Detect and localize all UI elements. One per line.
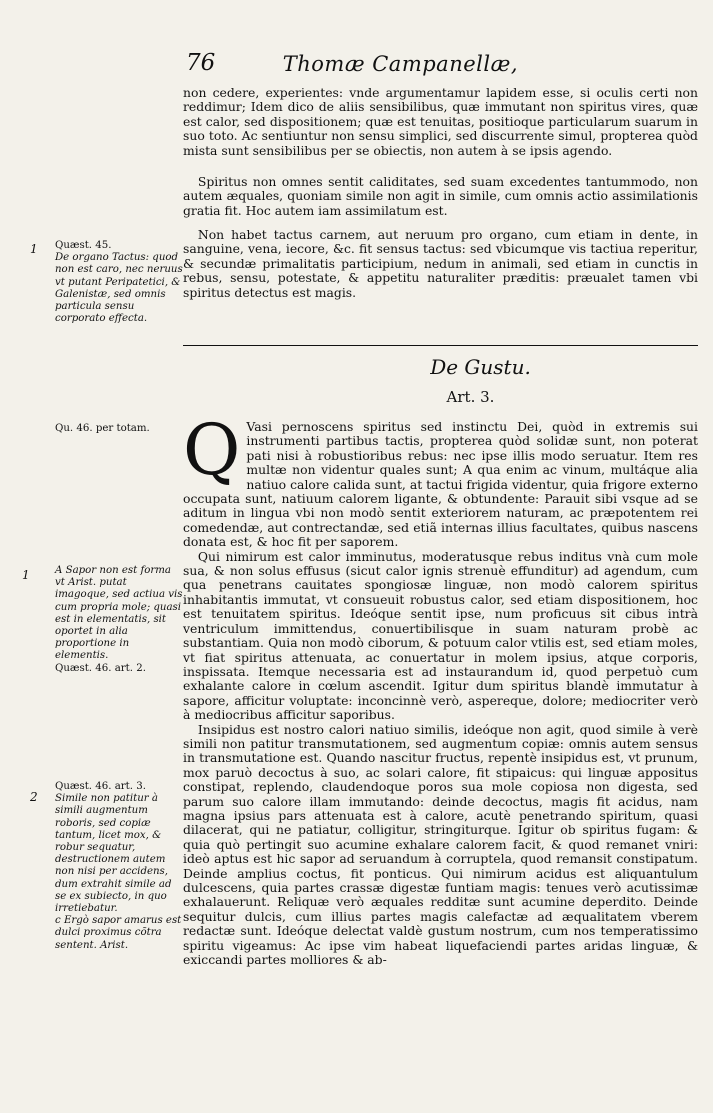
gustu-paragraph-2: Qui nimirum est calor imminutus, moderatusque rebus inditus vnà cum mole sua, & non solus effusus (sicut calor ignis strenuè effunditur) ad agendum, cum qua penetrans cauitates spongiosæ linguæ, non modò calorem spiritus inhabitantis immutat, vt consueuit robustus calor, sed etiam dispositionem, hoc est tenuitatem spiritus. Ideóque sentit ipse, num proficuus sit cibus intrà ventriculum immittendus, conuertibilisque in suam naturam probè ac substantiam. Quia non modò ciborum, & potuum calor vtilis est, sed etiam moles, vt fiat spiritus attenuata, ac conuertatur in molem ipsius, atque corporis, inspissata. Itemque necessaria est ad instaurandum id, quod perpetuò cum exhalante calore in cœlum ascendit. Igitur dum spiritus blandè immutatur à sapore, afficitur voluptate: inconcinnè verò, aspereque, dolore; mediocriter verò à mediocribus afficitur saporibus.	[183, 548, 698, 723]
margin-note-qu46	[55, 423, 183, 435]
text-line: reddimur; Idem dico de aliis sensibilibus, quæ immutant non spiritus vires, quæ	[183, 99, 698, 115]
note-text: De organo Tactus: quod non est caro, nec neruus vt putant Peripatetici, & Galenistæ, sed omnis particula sensu corporato effecta.	[55, 252, 183, 325]
running-header	[180, 50, 713, 80]
note-ref: Quæst. 46. art. 3.	[55, 781, 146, 792]
top-paragraph	[183, 86, 698, 158]
page-number: 76	[186, 50, 216, 76]
gustu-text	[183, 409, 698, 968]
tactus-paragraph: Non habet tactus carnem, aut neruum pro organo, cum etiam in dente, in sanguine, vena, iecore, &c. fit sensus tactus: sed vbicumque vis tactiua reperitur, & secundæ primalitatis participium, nedum in animali, sed etiam in cunctis in rebus, sensu, potestate, & appetitu naturaliter præditis: præualet tamen vbi spiritus detectus est magis.	[183, 227, 698, 300]
tactus-paragraph-block	[183, 228, 698, 300]
note-text: A Sapor non est forma vt Arist. putat imagoque, sed actiua vis cum propria mole; quasi est in elementatis, sit oportet in alia proportione in elementis.	[55, 565, 183, 662]
gustu-paragraph-1	[183, 409, 698, 550]
section-divider	[183, 345, 698, 346]
text-line: mista sunt sensibilibus per se obiectis, non autem à se ipsis agendo.	[183, 142, 613, 158]
margin-note-sapor	[55, 565, 183, 675]
margin-note-simile	[55, 781, 183, 952]
note-ref: Quæst. 45.	[55, 240, 112, 251]
section-title: De Gustu.	[430, 355, 531, 379]
margin-note-tactus	[55, 240, 183, 325]
margin-mark: 1	[22, 568, 30, 582]
note-text: Simile non patitur à simili augmentum roboris, sed copiæ tantum, licet mox, & robur sequatur, destructionem autem non nisi per accidens, dum extrahit simile ad se ex subiecto, in quo irretiebatur.	[55, 793, 172, 915]
article-label: Art. 3.	[446, 388, 495, 406]
margin-mark: 1	[30, 242, 38, 256]
note-ref: Qu. 46. per totam.	[55, 423, 150, 434]
margin-mark: 2	[30, 790, 38, 804]
gustu-paragraph-3: Insipidus est nostro calori natiuo similis, ideóque non agit, quod simile à verè simili non patitur transmutationem, sed augmentum copiæ: omnis autem sensus in transmutatione est. Quando nascitur fructus, repentè insipidus est, vt prunum, mox paruò decoctus à suo, ac solari calore, fit stipaicus: qui linguæ appositus constipat, replendo, claudendoque poros sua mole copiosa non digesta, sed parum suo calore illam immutando: deinde decoctus, magis fit acidus, nam magna ipsius pars attenuata est à calore, acutè penetrando spiritum, quasi dilacerat, qui ne patiatur, colligitur, stringiturque. Igitur ob spiritus fugam: & quia quò pertingit suo acumine exhalare calorem facit, & quod remanet vniri: ideò aptus est hic sapor ad seruandum à corruptela, quod remansit constipatum. Deinde amplius coctus, fit ponticus. Qui nimirum acidus est aliquantulum dulcescens, quia partes crassæ digestæ funtiam magis: tenues verò acutissimæ exhalauerunt. Reliquæ verò æquales redditæ sunt acumine deperdito. Deinde sequitur dulcis, cum illius partes magis calefactæ ad æqualitatem vberem redactæ sunt. Ideóque delectat valdè gustum nostrum, cum nos temperatissimo spiritu vigeamus: Ac ipse vim habeat liquefaciendi partes aridas linguæ, & exiccandi partes molliores & ab-	[183, 721, 698, 968]
text-line: suo toto. Ac sentiuntur non sensu simplici, sed discurrente simul, propterea quòd	[183, 128, 698, 144]
text-line: non cedere, experientes: vnde argumentamur lapidem esse, si oculis certi non	[183, 85, 698, 100]
drop-cap: Q	[183, 409, 241, 491]
text-line: est calor, sed dispositionem; quæ est tenuitas, positioque particularum suarum in	[183, 113, 698, 129]
spiritus-paragraph: Spiritus non omnes sentit caliditates, sed suam excedentes tantummodo, non autem æquales, quoniam simile non agit in simile, cum omnis actio assimilationis gratia fit. Hoc autem iam assimilatum est.	[183, 174, 698, 218]
running-title: Thomæ Campanellæ,	[282, 52, 518, 76]
note-text: c Ergò sapor amarus est dulci proximus cõtra sentent. Arist.	[55, 915, 182, 951]
spiritus-paragraph-block	[183, 175, 698, 218]
gustu-paragraph-1-text: Vasi pernoscens spiritus sed instinctu Dei, quòd in extremis sui instrumenti partibus tactis, propterea quòd solidæ sunt, non poterat pati nisi à robustioribus rebus: nec ipse illis modo seruatur. Item res multæ non videntur quales sunt; A qua enim ac vinum, multáque alia natiuo calore calida sunt, at tactui frigida videntur, quia frigore externo occupata sunt, natiuum calorem ligante, & obtundente: Parauit sibi vsque ad se aditum in lingua vbi non modò sentit exteriorem naturam, ac præpotentem rei comedendæ, aut contrectandæ, sed etiã internas illius facultates, quibus nascens donata est, & hoc fit per saporem.	[183, 419, 698, 550]
note-ref: Quæst. 46. art. 2.	[55, 662, 146, 674]
